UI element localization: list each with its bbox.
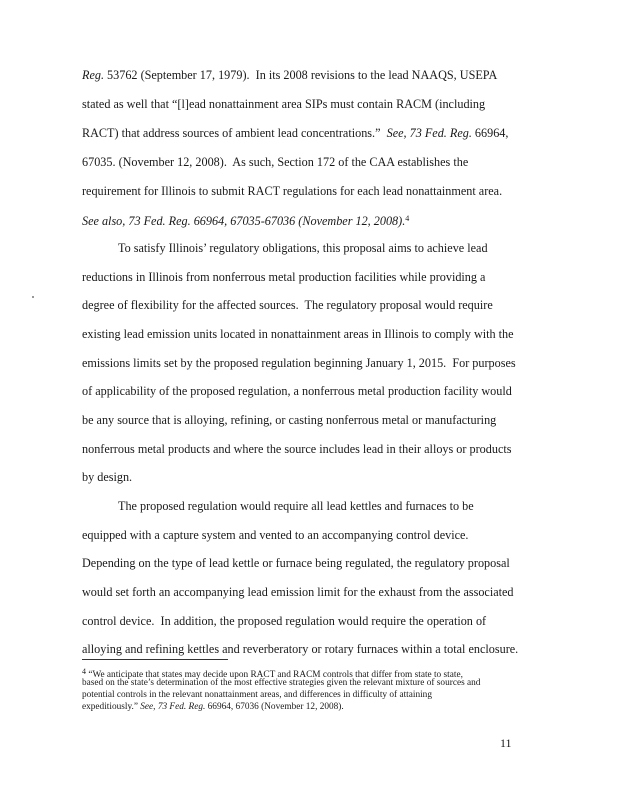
body-line: would set forth an accompanying lead emission limit for the exhaust from the associated xyxy=(82,585,514,599)
body-line: See also, 73 Fed. Reg. 66964, 67035-67036 (November 12, 2008).$^4$ xyxy=(82,214,410,228)
body-line: To satisfy Illinois’ regulatory obligations, this proposal aims to achieve lead xyxy=(118,241,488,255)
footnote-number: 4 xyxy=(82,667,86,676)
body-line: stated as well that “[l]ead nonattainment area SIPs must contain RACM (including xyxy=(82,97,486,111)
footnote-line: expeditiously.” See, 73 Fed. Reg. 66964, 67036 (November 12, 2008). xyxy=(82,702,344,712)
scan-speck xyxy=(32,296,34,298)
body-line: 67035. (November 12, 2008). As such, Section 172 of the CAA establishes the xyxy=(82,155,469,169)
body-line: degree of flexibility for the affected sources. The regulatory proposal would require xyxy=(82,298,493,312)
body-line: emissions limits set by the proposed regulation beginning January 1, 2015. For purposes xyxy=(82,356,516,370)
body-line: of applicability of the proposed regulation, a nonferrous metal production facility would xyxy=(82,384,512,398)
page-number: 11 xyxy=(500,736,512,750)
footnote-divider xyxy=(82,659,228,660)
body-line: reductions in Illinois from nonferrous metal production facilities while providing a xyxy=(82,270,486,284)
body-line: nonferrous metal products and where the source includes lead in their alloys or products xyxy=(82,442,512,456)
body-line: by design. xyxy=(82,470,133,484)
body-line: The proposed regulation would require all lead kettles and furnaces to be xyxy=(118,499,474,513)
body-line: be any source that is alloying, refining, or casting nonferrous metal or manufacturing xyxy=(82,413,497,427)
body-line: requirement for Illinois to submit RACT regulations for each lead nonattainment area. xyxy=(82,184,503,198)
body-line: Reg. 53762 (September 17, 1979). In its 2008 revisions to the lead NAAQS, USEPA xyxy=(82,68,498,82)
body-line: equipped with a capture system and vented to an accompanying control device. xyxy=(82,528,469,542)
citation: See, 73 Fed. Reg. xyxy=(140,702,206,712)
footnote-line: potential controls in the relevant nonattainment areas, and differences in difficulty of attaining xyxy=(82,690,432,700)
body-line: control device. In addition, the proposed regulation would require the operation of xyxy=(82,614,487,628)
footnote-line: $^4$ “We anticipate that states may decide upon RACT and RACM controls that differ from state to state, xyxy=(82,667,463,680)
citation: See also, 73 Fed. Reg. xyxy=(82,214,191,228)
body-line: Depending on the type of lead kettle or furnace being regulated, the regulatory proposal xyxy=(82,556,510,570)
body-line: existing lead emission units located in nonattainment areas in Illinois to comply with the xyxy=(82,327,514,341)
body-line: RACT) that address sources of ambient lead concentrations.” See, 73 Fed. Reg. 66964, xyxy=(82,126,509,140)
citation: See, 73 Fed. Reg. xyxy=(386,126,472,140)
citation: Reg. xyxy=(82,68,104,82)
footnote-ref: 4 xyxy=(405,214,410,223)
body-line: alloying and refining kettles and reverberatory or rotary furnaces within a total enclosure. xyxy=(82,642,519,656)
footnote-line: based on the state’s determination of the most effective strategies given the relevant mixture of sources and xyxy=(82,678,481,688)
